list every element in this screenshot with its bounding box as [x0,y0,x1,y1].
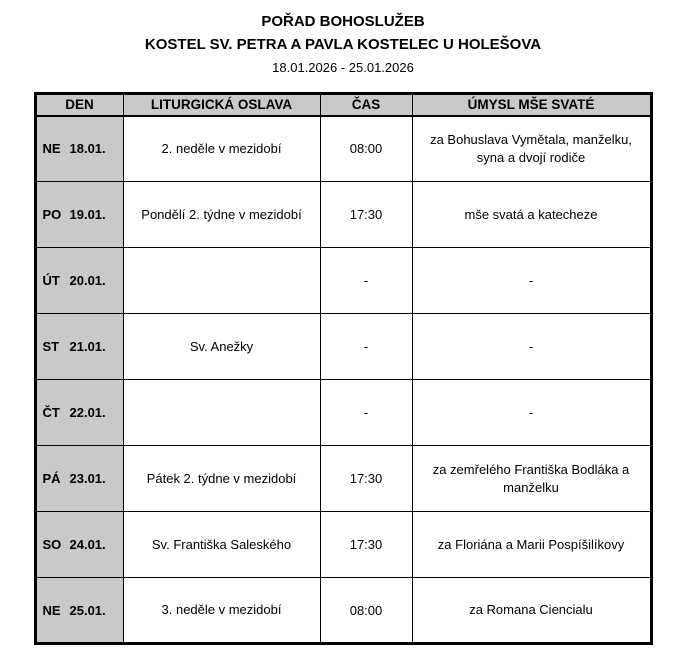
day-cell [35,116,123,182]
day-abbr: NE [42,602,61,618]
time-cell: 17:30 [320,182,412,248]
celebration-cell: Sv. Františka Saleského [123,512,320,578]
celebration-cell: 2. neděle v mezidobí [123,116,320,182]
time-cell: 08:00 [320,578,412,644]
day-date: 22.01. [69,405,106,421]
day-abbr: PÁ [42,471,61,487]
date-range: 18.01.2026 - 25.01.2026 [272,59,414,75]
intention-cell: mše svatá a katecheze [412,182,651,248]
celebration-cell [123,248,320,314]
table-row-st-21 [35,314,651,380]
celebration-cell: 3. neděle v mezidobí [123,578,320,644]
day-abbr: ČT [42,405,60,421]
celebration-cell [123,380,320,446]
intention-cell: za Bohuslava Vymětala, manželku, syna a dvojí rodiče [412,116,651,182]
day-cell [35,314,123,380]
day-cell [35,182,123,248]
column-header-cas: ČAS [320,94,412,116]
intention-cell: - [412,314,651,380]
day-cell [35,248,123,314]
day-cell [35,446,123,512]
intention-cell: za Romana Ciencialu [412,578,651,644]
intention-cell: - [412,248,651,314]
table-row-po-19 [35,182,651,248]
table-row-ut-20 [35,248,651,314]
day-cell [35,578,123,644]
table-row-ne-25 [35,578,651,644]
page-title: POŘAD BOHOSLUŽEB [261,13,425,30]
time-cell: 17:30 [320,446,412,512]
document-header [0,12,686,76]
column-header-umysl: ÚMYSL MŠE SVATÉ [412,94,651,116]
day-date: 25.01. [69,602,106,618]
time-cell: - [320,380,412,446]
schedule-table [34,92,653,645]
intention-cell: - [412,380,651,446]
time-cell: 17:30 [320,512,412,578]
day-abbr: NE [42,141,61,157]
day-cell [35,380,123,446]
table-header-row [35,94,651,116]
day-abbr: SO [42,537,62,553]
celebration-cell: Pondělí 2. týdne v mezidobí [123,182,320,248]
day-abbr: PO [42,207,62,223]
page-subtitle: KOSTEL SV. PETRA A PAVLA KOSTELEC U HOLEŠOVA [144,36,542,54]
column-header-liturgicka-oslava: LITURGICKÁ OSLAVA [123,94,320,116]
day-date: 19.01. [69,207,106,223]
table-row-so-24 [35,512,651,578]
celebration-cell: Sv. Anežky [123,314,320,380]
time-cell: - [320,314,412,380]
day-date: 23.01. [69,471,106,487]
day-date: 18.01. [69,141,106,157]
intention-cell: za Floriána a Marii Pospíšilíkovy [412,512,651,578]
table-row-ct-22 [35,380,651,446]
day-date: 20.01. [69,273,106,289]
time-cell: - [320,248,412,314]
schedule-body [35,116,651,644]
table-row-ne-18 [35,116,651,182]
table-row-pa-23 [35,446,651,512]
day-date: 21.01. [69,339,106,355]
day-abbr: ÚT [42,273,60,289]
celebration-cell: Pátek 2. týdne v mezidobí [123,446,320,512]
column-header-den: DEN [35,94,123,116]
day-cell [35,512,123,578]
day-date: 24.01. [69,537,106,553]
intention-cell: za zemřelého Františka Bodláka a manželku [412,446,651,512]
time-cell: 08:00 [320,116,412,182]
day-abbr: ST [42,339,60,355]
